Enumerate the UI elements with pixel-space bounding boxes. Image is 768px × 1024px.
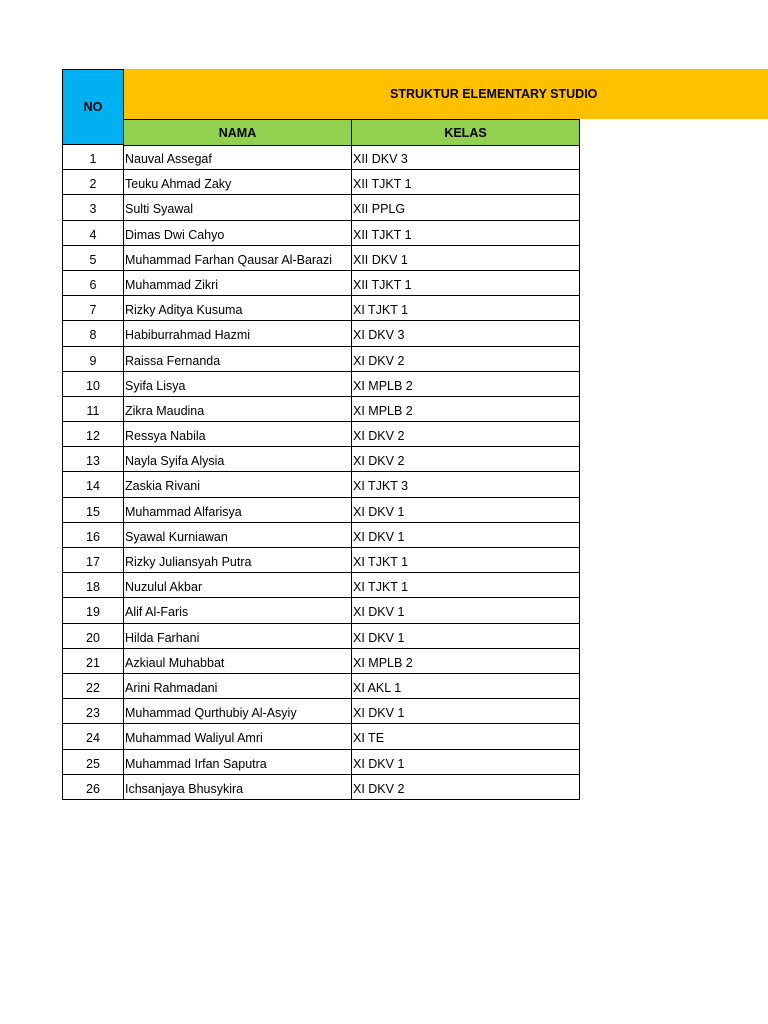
row-no-cell: 13 [62, 447, 124, 472]
row-no-cell: 7 [62, 296, 124, 321]
row-nama-cell: Alif Al-Faris [124, 598, 352, 623]
row-kelas-cell: XI TJKT 1 [352, 548, 580, 573]
row-no-cell: 23 [62, 699, 124, 724]
row-no-cell: 5 [62, 246, 124, 271]
table-row [62, 472, 580, 497]
row-nama-cell: Syawal Kurniawan [124, 523, 352, 548]
table-row [62, 397, 580, 422]
row-kelas-cell: XI DKV 1 [352, 598, 580, 623]
row-kelas-cell: XI MPLB 2 [352, 397, 580, 422]
row-nama-cell: Syifa Lisya [124, 372, 352, 397]
table-row [62, 296, 580, 321]
row-nama-cell: Zikra Maudina [124, 397, 352, 422]
row-nama-cell: Rizky Aditya Kusuma [124, 296, 352, 321]
row-no-cell: 17 [62, 548, 124, 573]
table-row [62, 624, 580, 649]
row-kelas-cell: XII TJKT 1 [352, 271, 580, 296]
table-row [62, 649, 580, 674]
row-nama-cell: Azkiaul Muhabbat [124, 649, 352, 674]
row-nama-cell: Nayla Syifa Alysia [124, 447, 352, 472]
row-no-cell: 14 [62, 472, 124, 497]
row-nama-cell: Muhammad Qurthubiy Al-Asyiy [124, 699, 352, 724]
row-kelas-cell: XI DKV 1 [352, 699, 580, 724]
row-kelas-cell: XI MPLB 2 [352, 649, 580, 674]
row-kelas-cell: XI DKV 2 [352, 775, 580, 800]
sheet-title [123, 69, 768, 119]
table-row [62, 271, 580, 296]
header-kelas: KELAS [352, 119, 580, 146]
row-no-cell: 19 [62, 598, 124, 623]
row-no-cell: 6 [62, 271, 124, 296]
row-nama-cell: Muhammad Farhan Qausar Al-Barazi [124, 246, 352, 271]
row-kelas-cell: XII DKV 3 [352, 145, 580, 170]
row-no-cell: 18 [62, 573, 124, 598]
row-nama-cell: Nauval Assegaf [124, 145, 352, 170]
row-nama-cell: Raissa Fernanda [124, 347, 352, 372]
table-row [62, 775, 580, 800]
table-row [62, 573, 580, 598]
row-kelas-cell: XI MPLB 2 [352, 372, 580, 397]
table-row [62, 195, 580, 220]
row-nama-cell: Muhammad Waliyul Amri [124, 724, 352, 749]
table-row [62, 750, 580, 775]
table-row [62, 372, 580, 397]
table-row [62, 598, 580, 623]
row-kelas-cell: XI TE [352, 724, 580, 749]
row-no-cell: 25 [62, 750, 124, 775]
row-nama-cell: Ressya Nabila [124, 422, 352, 447]
table-row [62, 347, 580, 372]
table-row [62, 221, 580, 246]
row-nama-cell: Ichsanjaya Bhusykira [124, 775, 352, 800]
table-row [62, 548, 580, 573]
header-nama: NAMA [124, 119, 352, 146]
row-no-cell: 20 [62, 624, 124, 649]
row-kelas-cell: XI DKV 2 [352, 347, 580, 372]
sheet-title-text: STRUKTUR ELEMENTARY STUDIO [390, 87, 598, 101]
row-no-cell: 12 [62, 422, 124, 447]
row-no-cell: 16 [62, 523, 124, 548]
table-row [62, 523, 580, 548]
row-kelas-cell: XI DKV 1 [352, 523, 580, 548]
row-kelas-cell: XII TJKT 1 [352, 170, 580, 195]
row-nama-cell: Zaskia Rivani [124, 472, 352, 497]
row-kelas-cell: XI TJKT 1 [352, 296, 580, 321]
row-no-cell: 15 [62, 498, 124, 523]
row-no-cell: 3 [62, 195, 124, 220]
row-nama-cell: Muhammad Zikri [124, 271, 352, 296]
row-kelas-cell: XI TJKT 1 [352, 573, 580, 598]
row-nama-cell: Teuku Ahmad Zaky [124, 170, 352, 195]
row-no-cell: 10 [62, 372, 124, 397]
row-no-cell: 8 [62, 321, 124, 346]
row-no-cell: 24 [62, 724, 124, 749]
row-nama-cell: Muhammad Irfan Saputra [124, 750, 352, 775]
row-kelas-cell: XII TJKT 1 [352, 221, 580, 246]
table-row [62, 699, 580, 724]
table-row [62, 145, 580, 170]
table-row [62, 422, 580, 447]
row-kelas-cell: XI DKV 2 [352, 422, 580, 447]
row-kelas-cell: XI AKL 1 [352, 674, 580, 699]
row-kelas-cell: XII PPLG [352, 195, 580, 220]
row-nama-cell: Hilda Farhani [124, 624, 352, 649]
row-no-cell: 22 [62, 674, 124, 699]
table-body [62, 145, 580, 800]
row-kelas-cell: XI DKV 3 [352, 321, 580, 346]
table-row [62, 447, 580, 472]
row-no-cell: 2 [62, 170, 124, 195]
row-kelas-cell: XI DKV 1 [352, 624, 580, 649]
row-no-cell: 9 [62, 347, 124, 372]
row-kelas-cell: XII DKV 1 [352, 246, 580, 271]
row-no-cell: 26 [62, 775, 124, 800]
row-nama-cell: Habiburrahmad Hazmi [124, 321, 352, 346]
row-nama-cell: Sulti Syawal [124, 195, 352, 220]
table-row [62, 674, 580, 699]
row-kelas-cell: XI TJKT 3 [352, 472, 580, 497]
row-kelas-cell: XI DKV 1 [352, 498, 580, 523]
row-no-cell: 11 [62, 397, 124, 422]
table-row [62, 170, 580, 195]
row-kelas-cell: XI DKV 2 [352, 447, 580, 472]
header-no: NO [62, 69, 124, 145]
row-kelas-cell: XI DKV 1 [352, 750, 580, 775]
table-row [62, 321, 580, 346]
row-no-cell: 1 [62, 145, 124, 170]
row-no-cell: 4 [62, 221, 124, 246]
row-nama-cell: Rizky Juliansyah Putra [124, 548, 352, 573]
row-nama-cell: Nuzulul Akbar [124, 573, 352, 598]
table-row [62, 724, 580, 749]
table-row [62, 498, 580, 523]
table-row [62, 246, 580, 271]
row-nama-cell: Muhammad Alfarisya [124, 498, 352, 523]
row-no-cell: 21 [62, 649, 124, 674]
row-nama-cell: Dimas Dwi Cahyo [124, 221, 352, 246]
row-nama-cell: Arini Rahmadani [124, 674, 352, 699]
